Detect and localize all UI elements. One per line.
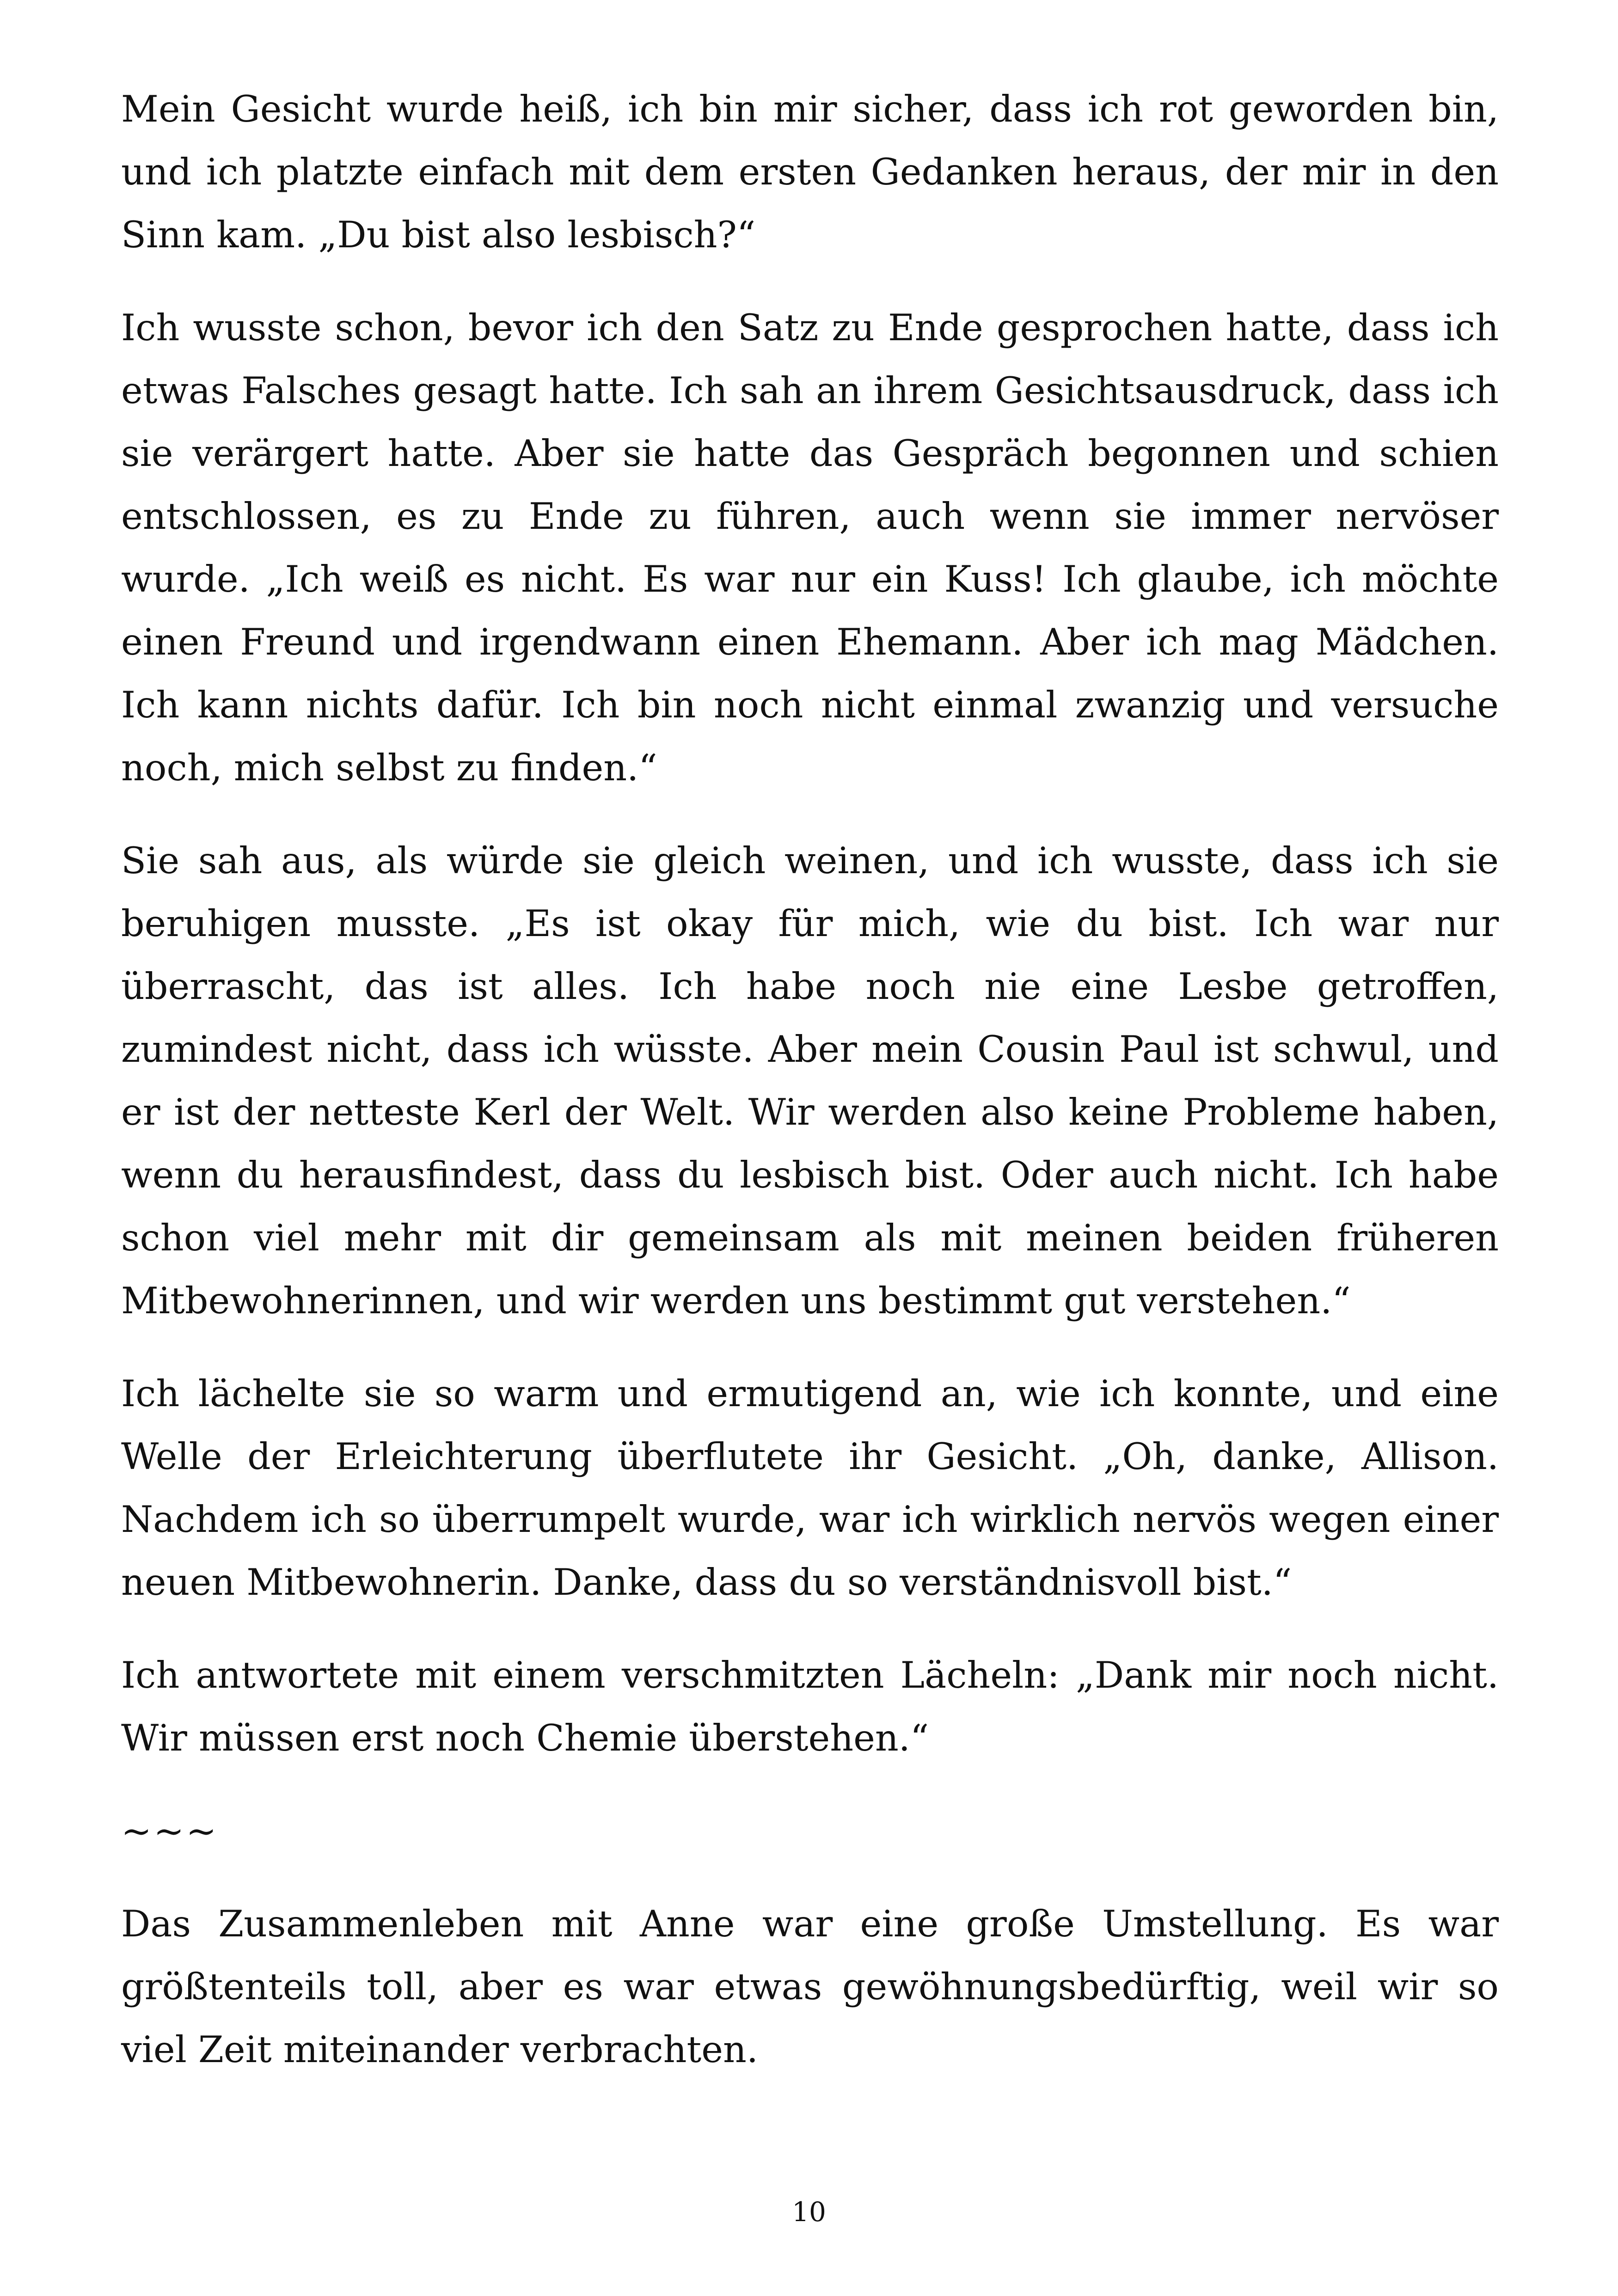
paragraph: Ich wusste schon, bevor ich den Satz zu Ende gesprochen hatte, dass ich etwas Falsches gesagt hatte. Ich sah an ihrem Gesichtsausdruck, dass ich sie verärgert hatte. Aber sie hatte das Gespräch begonnen und schien entschlossen, es zu Ende zu führen, auch wenn sie immer nervöser wurde. „Ich weiß es nicht. Es war nur ein Kuss! Ich glaube, ich möchte einen Freund und irgendwann einen Ehemann. Aber ich mag Mädchen. Ich kann nichts dafür. Ich bin noch nicht einmal zwanzig und versuche noch, mich selbst zu finden.“ <box>121 306 1499 789</box>
paragraph: Ich lächelte sie so warm und ermutigend an, wie ich konnte, und eine Welle der Erleichterung überflutete ihr Gesicht. „Oh, danke, Allison. Nachdem ich so überrumpelt wurde, war ich wirklich nervös wegen einer neuen Mitbewohnerin. Danke, dass du so verständnisvoll bist.“ <box>121 1372 1499 1604</box>
scene-break: ~~~ <box>121 1810 219 1852</box>
page-number: 10 <box>792 2196 826 2228</box>
body-text <box>121 78 1499 2081</box>
paragraph: Das Zusammenleben mit Anne war eine große Umstellung. Es war größtenteils toll, aber es war etwas gewöhnungsbedürftig, weil wir so viel Zeit miteinander verbrachten. <box>121 1903 1499 2071</box>
paragraph: Sie sah aus, als würde sie gleich weinen, und ich wusste, dass ich sie beruhigen musste. „Es ist okay für mich, wie du bist. Ich war nur überrascht, das ist alles. Ich habe noch nie eine Lesbe getroffen, zumindest nicht, dass ich wüsste. Aber mein Cousin Paul ist schwul, und er ist der netteste Kerl der Welt. Wir werden also keine Probleme haben, wenn du herausfindest, dass du lesbisch bist. Oder auch nicht. Ich habe schon viel mehr mit dir gemeinsam als mit meinen beiden früheren Mitbewohnerinnen, und wir werden uns bestimmt gut verstehen.“ <box>121 839 1499 1322</box>
paragraph: Ich antwortete mit einem verschmitzten Lächeln: „Dank mir noch nicht. Wir müssen erst noch Chemie überstehen.“ <box>121 1654 1499 1759</box>
paragraph: Mein Gesicht wurde heiß, ich bin mir sicher, dass ich rot geworden bin, und ich platzte einfach mit dem ersten Gedanken heraus, der mir in den Sinn kam. „Du bist also lesbisch?“ <box>121 88 1499 256</box>
